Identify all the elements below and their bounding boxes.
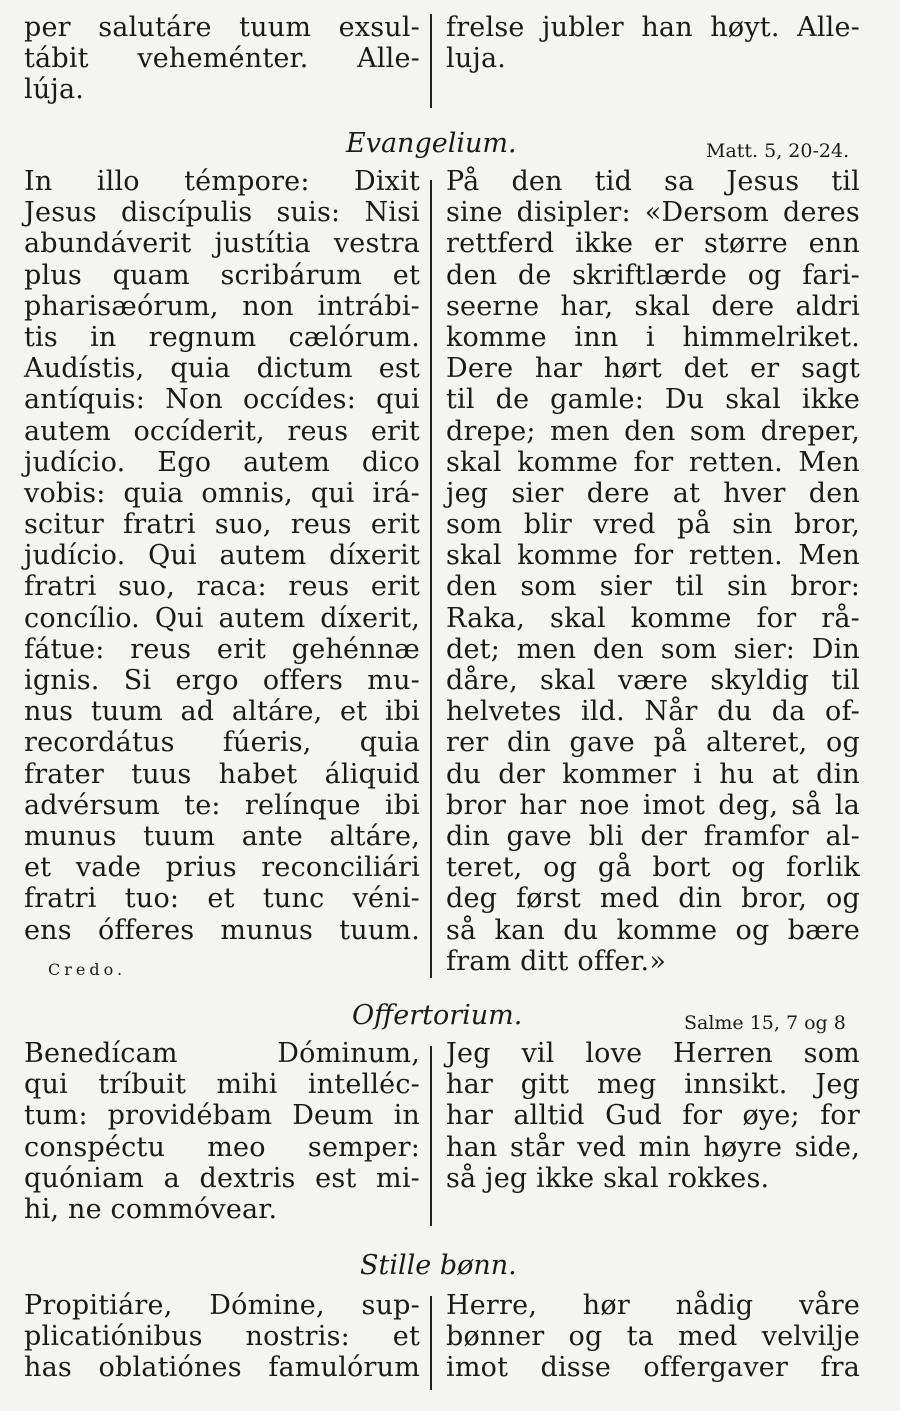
text-line: skal komme for retten. Men (446, 540, 860, 572)
text-line: deg først med din bror, og (446, 883, 860, 915)
text-line: helvetes ild. Når du da of- (446, 696, 860, 728)
text-line: frelse jubler han høyt. Alle- (446, 12, 860, 43)
text-line: skal komme for retten. Men (446, 446, 860, 478)
column-divider (430, 180, 432, 978)
text-line: nus tuum ad altáre, et ibi (24, 696, 420, 728)
text-line: per salutáre tuum exsul- (24, 12, 420, 43)
text-line: frater tuus habet áliquid (24, 758, 420, 790)
text-line: Herre, hør nådig våre (446, 1290, 860, 1321)
text-line: har alltid Gud for øye; for (446, 1100, 860, 1132)
offertorium-latin-column (24, 1038, 420, 1225)
text-line: dåre, skal være skyldig til (446, 665, 860, 696)
text-line: tis in regnum cælórum. (24, 321, 420, 353)
text-line: fátue: reus erit gehénnæ (24, 633, 420, 665)
text-line: antíquis: Non occídes: qui (24, 384, 420, 416)
text-line: komme inn i himmelriket. (446, 321, 860, 353)
text-line: teret, og gå bort og forlik (446, 852, 860, 884)
stille-bonn-heading (0, 1250, 900, 1286)
text-line: lúja. (24, 74, 85, 106)
text-line: seerne har, skal dere aldri (446, 290, 860, 322)
text-line: På den tid sa Jesus til (446, 166, 860, 197)
text-line: Benedícam Dóminum, (24, 1038, 420, 1069)
text-line: concílio. Qui autem díxerit, (24, 602, 420, 634)
text-line: din gave bli der framfor al- (446, 820, 860, 852)
text-line: så jeg ikke skal rokkes. (446, 1162, 770, 1194)
stille-bonn-norwegian-column (446, 1290, 860, 1384)
text-line: den de skriftlærde og fari- (446, 259, 860, 291)
text-line: pharisæórum, non intrábi- (24, 290, 420, 322)
text-line: advérsum te: relínque ibi (24, 789, 420, 821)
offertorium-heading (0, 1000, 900, 1036)
text-line: judício. Ego autem dico (24, 446, 420, 478)
text-line: Jesus discípulis suis: Nisi (24, 197, 420, 229)
text-line: tum: providébam Deum in (24, 1100, 420, 1132)
evangelium-norwegian-column (446, 166, 860, 977)
text-line: Audístis, quia dictum est (24, 353, 420, 385)
text-line: Jeg vil love Herren som (446, 1038, 860, 1069)
text-line: jeg sier dere at hver den (446, 477, 860, 509)
text-line: judício. Qui autem díxerit (24, 540, 420, 572)
text-line: qui tríbuit mihi intelléc- (24, 1069, 420, 1101)
evangelium-title: Evangelium. (346, 128, 517, 159)
text-line: plicatiónibus nostris: et (24, 1321, 420, 1353)
text-line: Raka, skal komme for rå- (446, 602, 860, 634)
text-line: has oblatiónes famulórum (24, 1352, 420, 1384)
text-line: ignis. Si ergo offers mu- (24, 665, 420, 696)
text-line: fratri suo, raca: reus erit (24, 571, 420, 603)
text-line: du der kommer i hu at din (446, 758, 860, 790)
text-line: et vade prius reconciliári (24, 852, 420, 884)
offertorium-reference: Salme 15, 7 og 8 (684, 1012, 846, 1034)
text-line: han står ved min høyre side, (446, 1131, 860, 1163)
text-line: som blir vred på sin bror, (446, 509, 860, 541)
text-line: har gitt meg innsikt. Jeg (446, 1069, 860, 1101)
text-line: plus quam scribárum et (24, 259, 420, 291)
evangelium-reference: Matt. 5, 20-24. (706, 140, 850, 162)
text-line: conspéctu meo semper: (24, 1131, 420, 1163)
text-line: hi, ne commóvear. (24, 1193, 278, 1225)
column-divider (430, 1046, 432, 1226)
text-line: tábit veheménter. Alle- (24, 43, 420, 75)
evangelium-latin-column (24, 166, 420, 946)
text-line: imot disse offergaver fra (446, 1352, 860, 1384)
evangelium-heading (0, 128, 900, 164)
text-line: ens ófferes munus tuum. (24, 914, 420, 946)
column-divider (430, 1296, 432, 1390)
stille-bonn-latin-column (24, 1290, 420, 1384)
text-line: vobis: quia omnis, qui irá- (24, 477, 420, 509)
text-line: Propitiáre, Dómine, sup- (24, 1290, 420, 1321)
text-line: luja. (446, 43, 507, 75)
credo-rubric: Credo. (48, 960, 127, 979)
text-line: fratri tuo: et tunc véni- (24, 883, 420, 915)
text-line: sine disipler: «Dersom deres (446, 197, 860, 229)
text-line: bror har noe imot deg, så la (446, 789, 860, 821)
text-line: munus tuum ante altáre, (24, 820, 420, 852)
text-line: rettferd ikke er større enn (446, 228, 860, 260)
text-line: så kan du komme og bære (446, 914, 860, 946)
text-line: drepe; men den som dreper, (446, 415, 860, 447)
text-line: quóniam a dextris est mi- (24, 1162, 420, 1194)
text-line: scitur fratri suo, reus erit (24, 509, 420, 541)
text-line: autem occíderit, reus erit (24, 415, 420, 447)
text-line: den som sier til sin bror: (446, 571, 860, 603)
text-line: In illo témpore: Dixit (24, 166, 420, 197)
column-divider (430, 14, 432, 108)
text-line: Dere har hørt det er sagt (446, 353, 860, 385)
offertorium-title: Offertorium. (352, 1000, 523, 1031)
text-line: recordátus fúeris, quia (24, 727, 420, 759)
text-line: fram ditt offer.» (446, 945, 667, 977)
text-line: rer din gave på alteret, og (446, 727, 860, 759)
top-latin-column (24, 12, 420, 106)
stille-bonn-title: Stille bønn. (360, 1250, 517, 1281)
top-norwegian-column (446, 12, 860, 74)
text-line: abundáverit justítia vestra (24, 228, 420, 260)
text-line: det; men den som sier: Din (446, 633, 860, 665)
text-line: bønner og ta med velvilje (446, 1321, 860, 1353)
text-line: til de gamle: Du skal ikke (446, 384, 860, 416)
offertorium-norwegian-column (446, 1038, 860, 1194)
